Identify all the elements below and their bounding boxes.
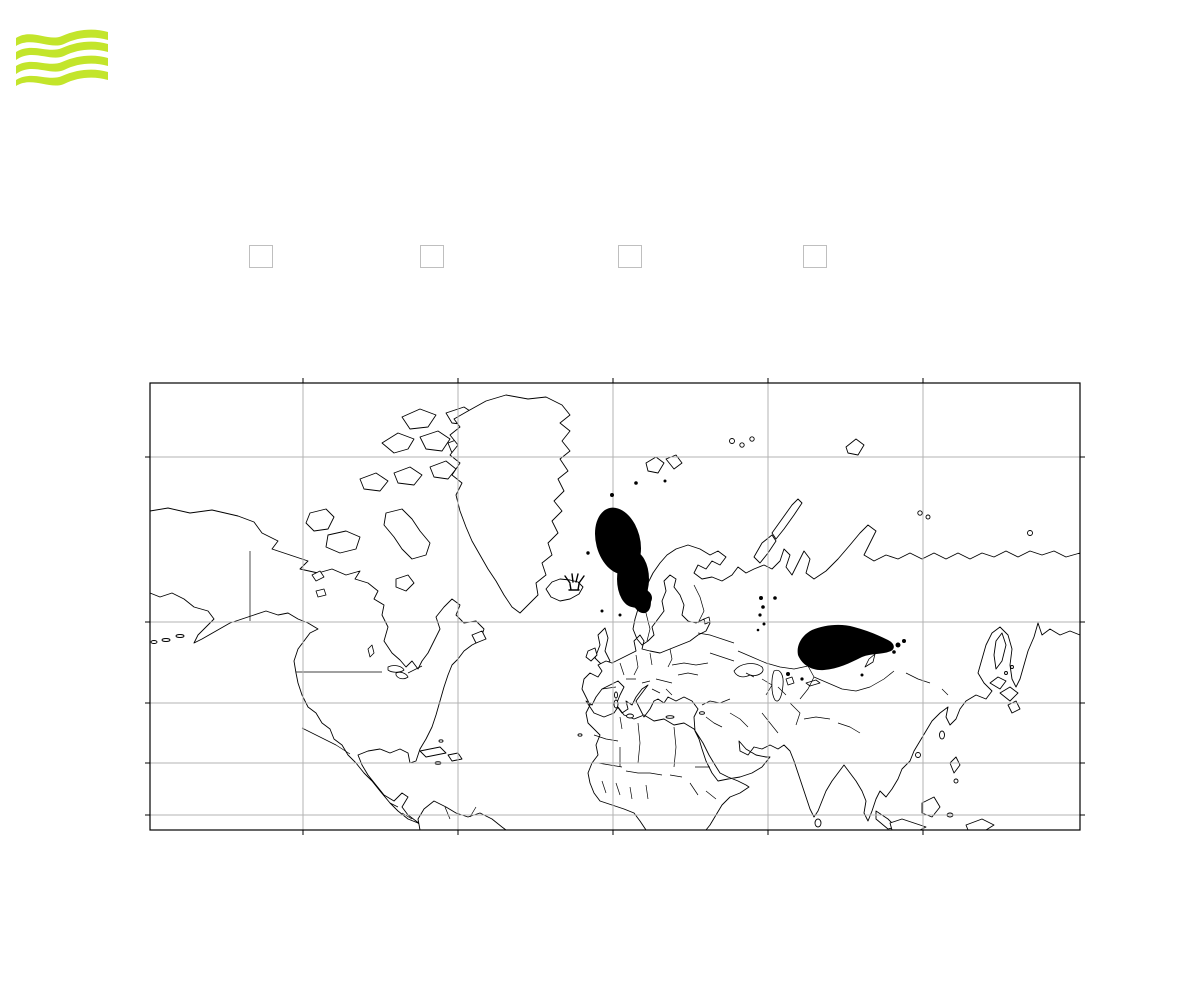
franz-josef-land xyxy=(730,439,735,444)
met-office-logo xyxy=(14,26,110,86)
sri-lanka xyxy=(815,819,821,827)
wrangel-island xyxy=(1028,531,1033,536)
canary-island xyxy=(578,734,582,736)
legend-swatch-veryhigh xyxy=(803,245,827,268)
hainan xyxy=(916,753,921,758)
taiwan xyxy=(940,731,945,739)
crete xyxy=(666,716,674,719)
new-siberian-island xyxy=(926,515,930,519)
franz-josef-land xyxy=(750,437,754,441)
world-map xyxy=(138,371,1092,842)
legend-swatch-low xyxy=(249,245,273,268)
franz-josef-land xyxy=(740,443,744,447)
corsica xyxy=(615,692,618,698)
aral-sea xyxy=(786,677,794,685)
philippine-island xyxy=(954,779,958,783)
kuril-island xyxy=(1011,666,1014,669)
legend-swatch-medium xyxy=(420,245,444,268)
aleutian-island xyxy=(151,641,157,644)
logo-waves xyxy=(16,30,108,86)
kuril-island xyxy=(1005,672,1008,675)
bahamas xyxy=(439,740,443,742)
legend-swatch-high xyxy=(618,245,642,268)
sicily xyxy=(627,714,634,718)
sardinia xyxy=(614,700,618,708)
aleutian-island xyxy=(176,635,184,638)
new-siberian-island xyxy=(918,511,922,515)
cyprus xyxy=(700,712,705,715)
aleutian-island xyxy=(162,639,170,642)
